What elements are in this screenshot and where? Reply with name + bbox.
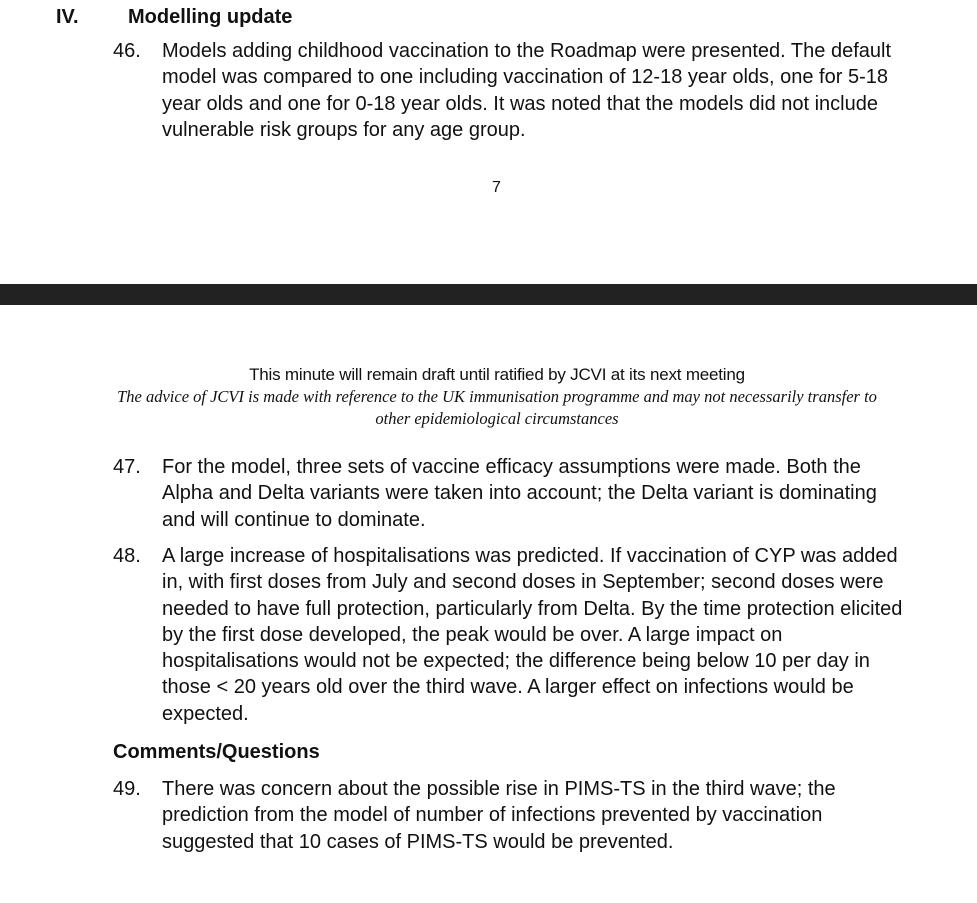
paragraph-text: Models adding childhood vaccination to the Roadmap were presented. The default model was compared to one including vaccination of 12-18 year olds, one for 5-18 year olds and one for 0-18 year olds. It was noted that the models did not include vulnerable risk groups for any age group. xyxy=(162,40,891,141)
paragraph-number: 48. xyxy=(113,545,141,567)
paragraph-number: 47. xyxy=(113,456,141,478)
section-heading xyxy=(56,4,292,30)
comments-questions-heading: Comments/Questions xyxy=(113,741,320,763)
paragraph-text: There was concern about the possible rise in PIMS-TS in the third wave; the prediction from the model of number of infections prevented by vaccination suggested that 10 cases of PIMS-TS would be prevented. xyxy=(162,778,836,853)
page-break-divider xyxy=(0,284,977,305)
paragraph-49 xyxy=(113,776,903,855)
paragraph-number: 49. xyxy=(113,778,141,800)
section-number: IV. xyxy=(56,6,79,28)
section-title: Modelling update xyxy=(128,6,293,28)
paragraph-text: For the model, three sets of vaccine efficacy assumptions were made. Both the Alpha and Delta variants were taken into account; the Delta variant is dominating and will continue to dominate. xyxy=(162,456,877,531)
paragraph-48 xyxy=(113,543,903,727)
page-number: 7 xyxy=(492,179,501,196)
jcvi-advice-disclaimer: The advice of JCVI is made with reference to the UK immunisation programme and may not necessarily transfer to other epidemiological circumstances xyxy=(117,387,877,428)
paragraph-text: A large increase of hospitalisations was predicted. If vaccination of CYP was added in, with first doses from July and second doses in September; second doses were needed to have full protection, particularly from Delta. By the time protection elicited by the first dose developed, the peak would be over. A large impact on hospitalisations would not be expected; the difference being below 10 per day in those < 20 years old over the third wave. A larger effect on infections would be expected. xyxy=(162,545,903,725)
paragraph-47 xyxy=(113,454,903,533)
paragraph-number: 46. xyxy=(113,40,141,62)
draft-notice: This minute will remain draft until ratified by JCVI at its next meeting xyxy=(249,365,745,384)
paragraph-46 xyxy=(113,38,903,143)
